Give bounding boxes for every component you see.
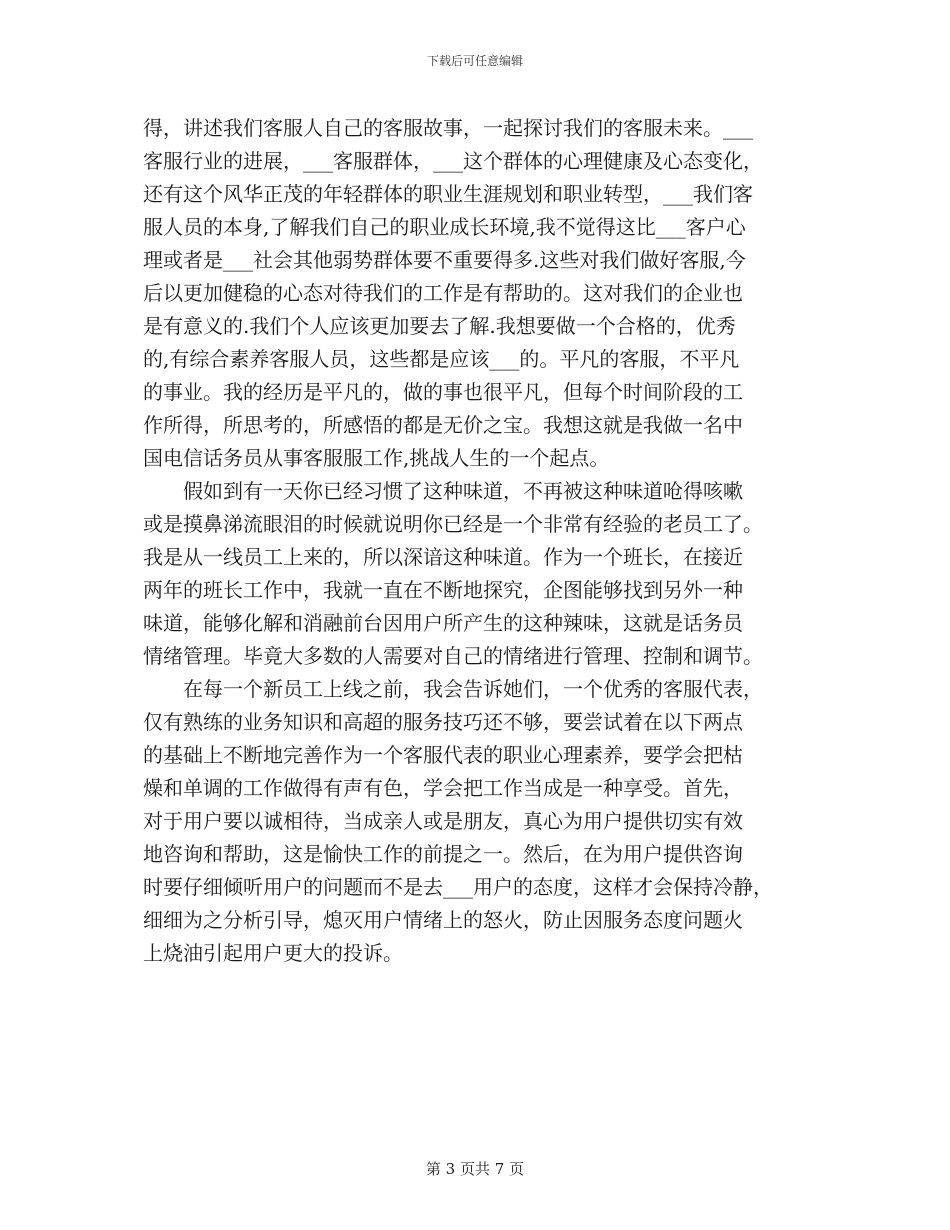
text-line: 假如到有一天你已经习惯了这种味道，不再被这种味道呛得咳嗽 [183, 479, 743, 503]
page-header: 下载后可任意编辑 [426, 54, 523, 68]
text-line: 地咨询和帮助，这是愉快工作的前提之一。然后，在为用户提供咨询 [143, 842, 743, 866]
text-line: 味道，能够化解和消融前台因用户所产生的这种辣味，这就是话务员 [143, 611, 743, 635]
text-line: 的,有综合素养客服人员，这些都是应该___的。平凡的客服，不平凡 [143, 347, 740, 371]
text-line: 细细为之分析引导，熄灭用户情绪上的怒火，防止因服务态度问题火 [143, 908, 743, 932]
text-line: 或是摸鼻涕流眼泪的时候就说明你已经是一个非常有经验的老员工了。 [143, 512, 763, 536]
text-line: 燥和单调的工作做得有声有色，学会把工作当成是一种享受。首先， [143, 776, 743, 800]
text-line: 的事业。我的经历是平凡的，做的事也很平凡，但每个时间阶段的工 [143, 380, 743, 404]
paragraph [143, 112, 823, 475]
paragraph [143, 475, 823, 673]
text-line: 理或者是___社会其他弱势群体要不重要得多.这些对我们做好客服,今 [143, 248, 746, 272]
document-body [143, 112, 823, 970]
text-line: 国电信话务员从事客服服工作,挑战人生的一个起点。 [143, 446, 610, 470]
text-line: 两年的班长工作中，我就一直在不断地探究，企图能够找到另外一种 [143, 578, 743, 602]
text-line: 得，讲述我们客服人自己的客服故事，一起探讨我们的客服未来。___ [143, 116, 753, 140]
text-line: 我是从一线员工上来的，所以深谙这种味道。作为一个班长，在接近 [143, 545, 743, 569]
text-line: 在每一个新员工上线之前，我会告诉她们，一个优秀的客服代表， [183, 677, 763, 701]
text-line: 作所得，所思考的，所感悟的都是无价之宝。我想这就是我做一名中 [143, 413, 743, 437]
text-line: 后以更加健稳的心态对待我们的工作是有帮助的。这对我们的企业也 [143, 281, 743, 305]
text-line: 对于用户要以诚相待，当成亲人或是朋友，真心为用户提供切实有效 [143, 809, 743, 833]
text-line: 情绪管理。毕竟大多数的人需要对自己的情绪进行管理、控制和调节。 [143, 644, 763, 668]
text-line: 时要仔细倾听用户的问题而不是去___用户的态度，这样才会保持冷静， [143, 875, 773, 899]
text-line: 仅有熟练的业务知识和高超的服务技巧还不够，要尝试着在以下两点 [143, 710, 743, 734]
page-number: 第 3 页共 7 页 [425, 1160, 525, 1178]
text-line: 还有这个风华正茂的年轻群体的职业生涯规划和职业转型，___我们客 [143, 182, 753, 206]
text-line: 的基础上不断地完善作为一个客服代表的职业心理素养，要学会把枯 [143, 743, 743, 767]
text-line: 上烧油引起用户更大的投诉。 [143, 941, 403, 965]
text-line: 服人员的本身,了解我们自己的职业成长环境,我不觉得这比___客户心 [143, 215, 746, 239]
text-line: 是有意义的.我们个人应该更加要去了解.我想要做一个合格的，优秀 [143, 314, 736, 338]
paragraph [143, 673, 823, 970]
text-line: 客服行业的进展，___客服群体，___这个群体的心理健康及心态变化， [143, 149, 763, 173]
